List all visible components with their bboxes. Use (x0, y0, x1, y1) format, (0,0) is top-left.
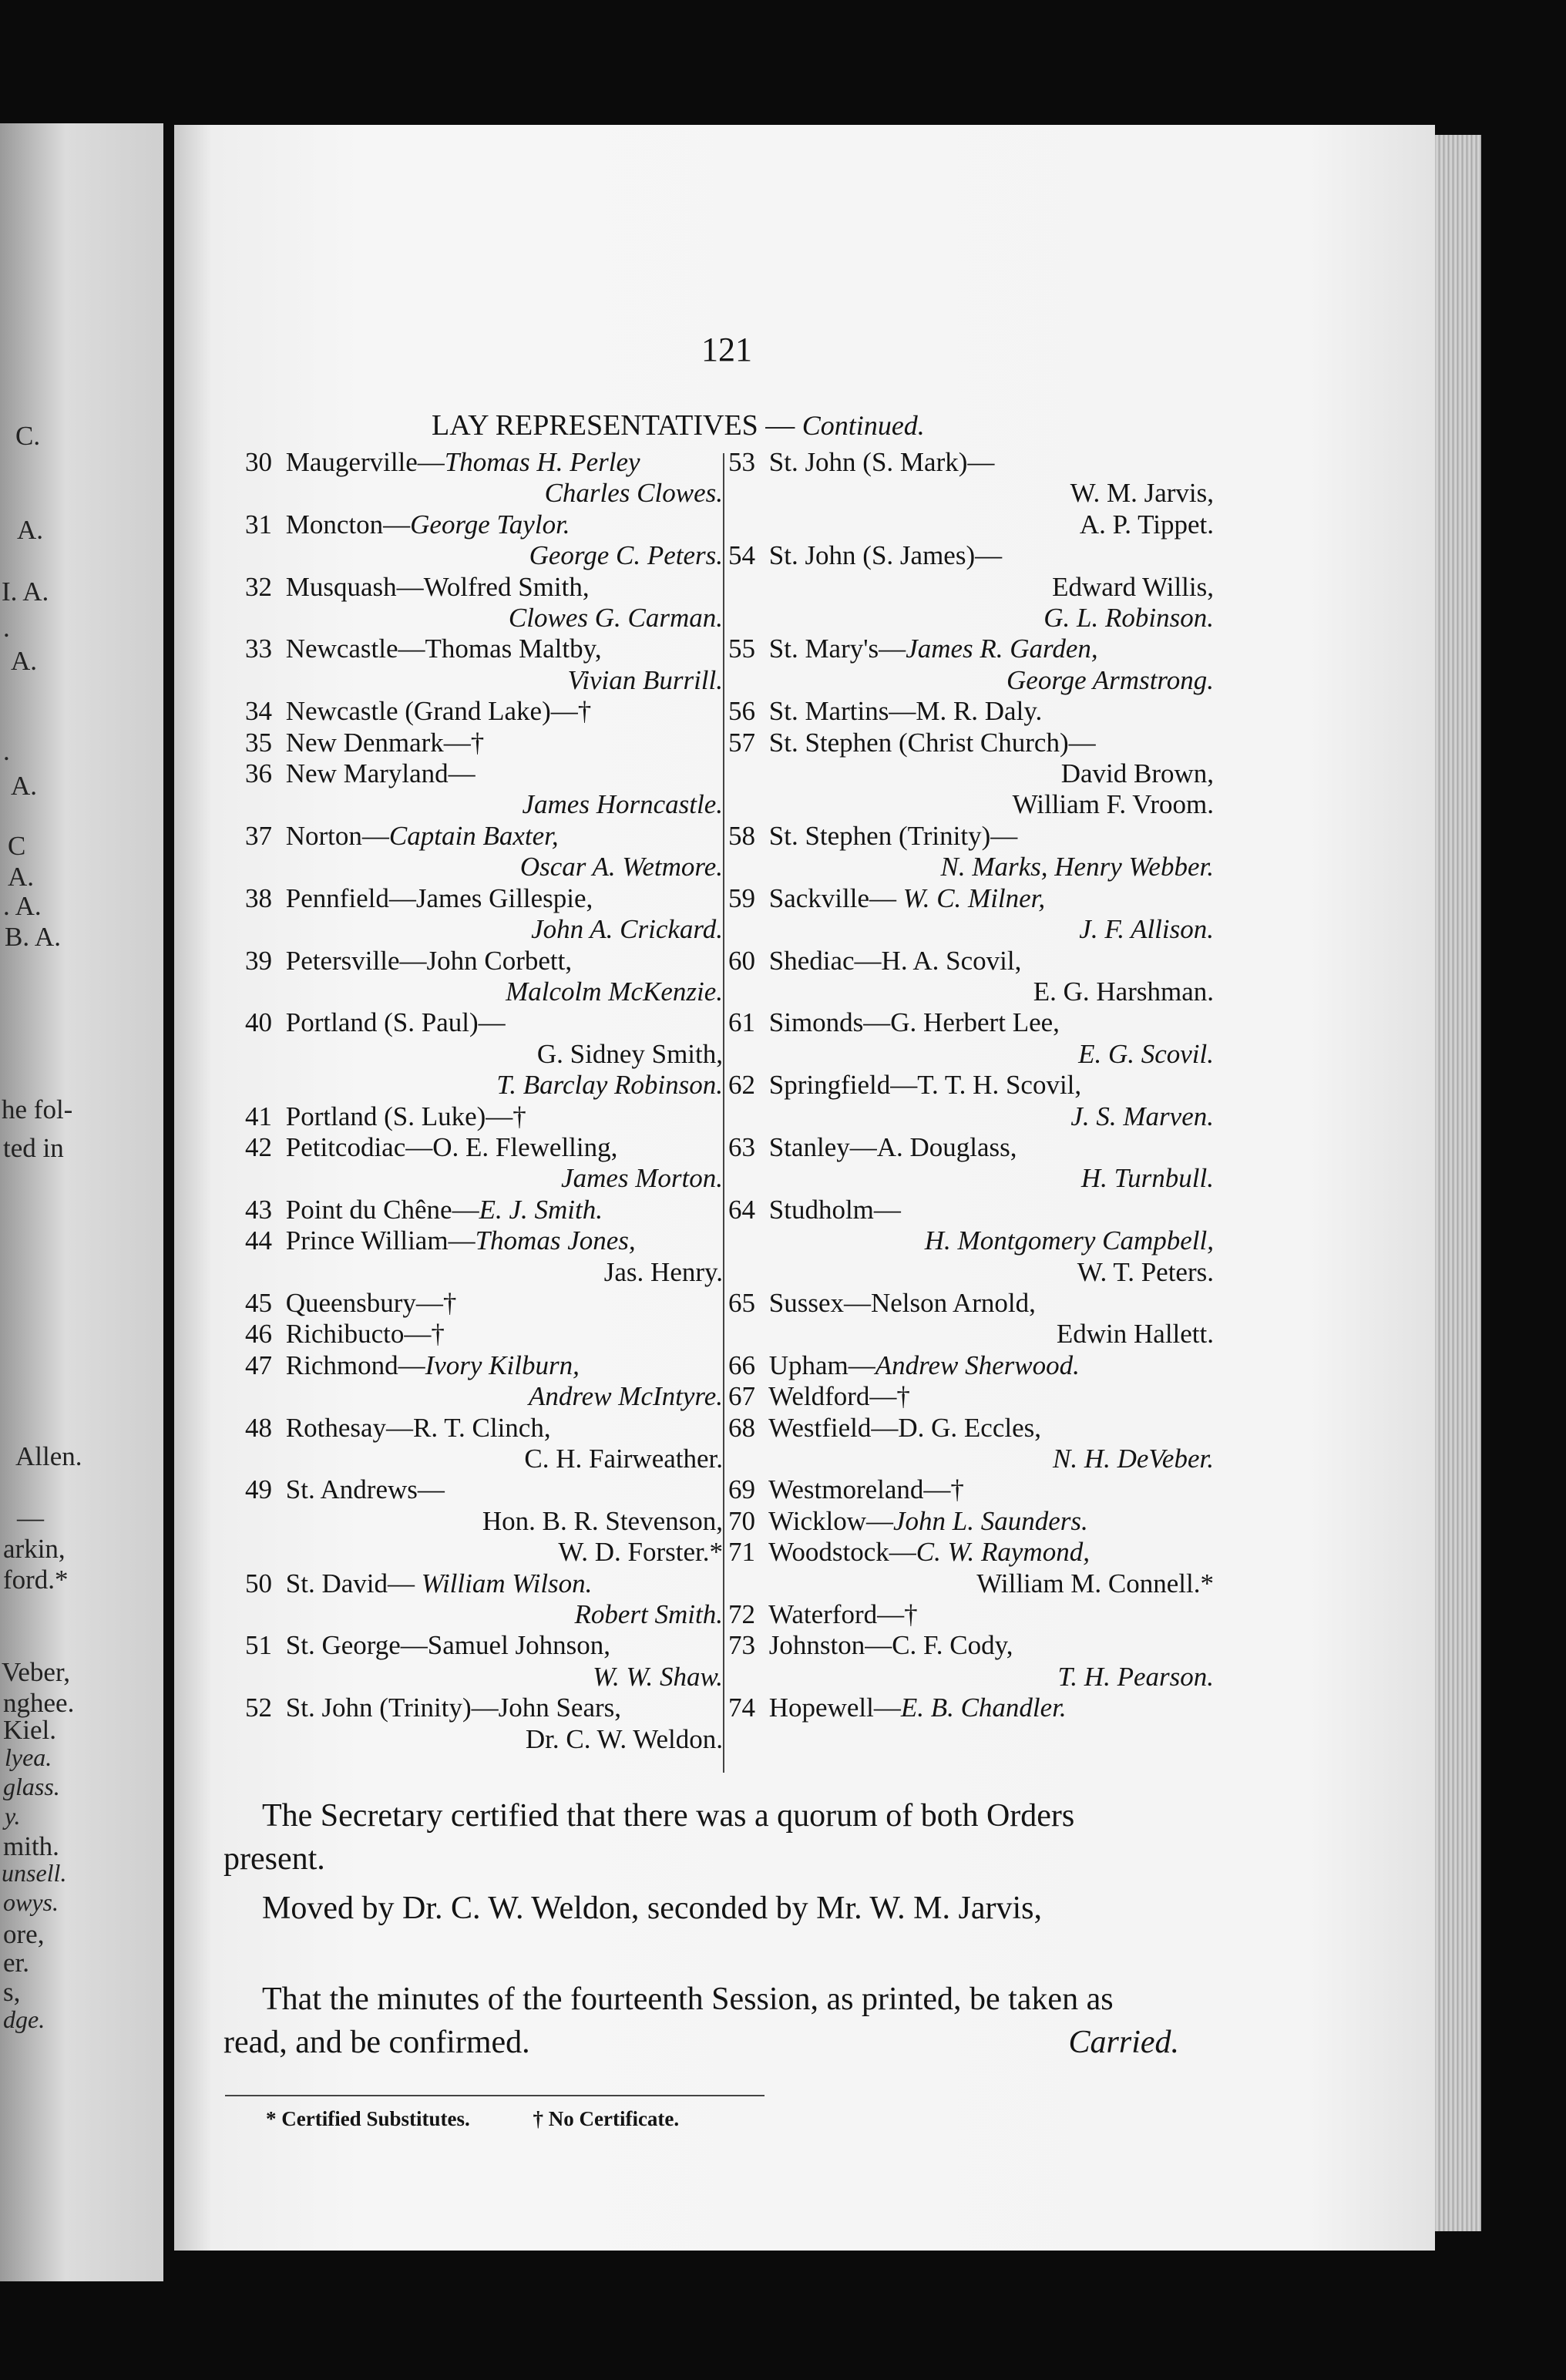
facing-page-fragment-text: arkin, (3, 1534, 66, 1564)
parish-entry (728, 1132, 1214, 1195)
facing-page-fragment-text: glass. (3, 1773, 60, 1800)
representative-name: William Wilson. (421, 1568, 593, 1598)
parish-name: Richibucto—† (279, 1319, 445, 1350)
facing-page-fragment-text: lyea. (5, 1743, 52, 1771)
parish-number: 54 (728, 540, 755, 571)
parish-number: 41 (245, 1101, 272, 1131)
parish-line (728, 1007, 1214, 1038)
representative-line: James Morton. (561, 1163, 723, 1194)
representative-line: E. G. Harshman. (1033, 976, 1214, 1007)
representative-line: Malcolm McKenzie. (506, 976, 723, 1007)
representative-line: W. D. Forster.* (558, 1537, 723, 1568)
representative-line: George Armstrong. (1006, 664, 1214, 695)
parish-name: Musquash—Wolfred Smith, (279, 571, 590, 602)
parish-number: 52 (245, 1693, 272, 1723)
parish-name: St. George—Samuel Johnson, (279, 1630, 611, 1661)
continued-label: Continued. (801, 410, 925, 441)
parish-number: 66 (728, 1350, 755, 1380)
parish-line (728, 447, 1214, 478)
parish-entry (245, 728, 723, 758)
parish-line (728, 1693, 1214, 1723)
parish-line (728, 946, 1214, 977)
parish-number: 64 (728, 1194, 755, 1225)
representative-line: G. Sidney Smith, (536, 1038, 723, 1069)
representative-line: George C. Peters. (529, 540, 723, 571)
parish-line (245, 946, 723, 977)
parish-entry (245, 696, 723, 727)
parish-name: Rothesay—R. T. Clinch, (279, 1412, 551, 1443)
parish-entry (245, 1568, 723, 1631)
parish-number: 43 (245, 1194, 272, 1225)
parish-number: 59 (728, 882, 755, 913)
parish-number: 39 (245, 945, 272, 976)
representative-name: E. J. Smith. (479, 1194, 603, 1225)
parish-name: Petitcodiac—O. E. Flewelling, (279, 1131, 618, 1162)
facing-page-fragment-text: A. (17, 515, 44, 545)
representative-line: W. T. Peters. (1077, 1256, 1214, 1287)
parish-number: 46 (245, 1319, 272, 1350)
facing-page-fragment-text: Veber, (2, 1657, 70, 1687)
parish-entry (728, 883, 1214, 946)
parish-name: Point du Chêne— (279, 1194, 479, 1225)
parish-entry (728, 447, 1214, 540)
parish-line (728, 634, 1214, 664)
facing-page-fragment-text: B. A. (5, 922, 61, 952)
facing-page-fragment-text: unsell. (2, 1859, 67, 1887)
parish-line (728, 1381, 1214, 1412)
parish-entry (728, 1195, 1214, 1288)
facing-page-fragment-text: dge. (3, 2005, 45, 2033)
parish-line (245, 509, 723, 540)
representative-name: James R. Garden, (906, 634, 1098, 664)
representative-line: Oscar A. Wetmore. (519, 852, 723, 882)
parish-line (728, 1474, 1214, 1505)
parish-number: 60 (728, 945, 755, 976)
parish-name: Upham— (762, 1350, 875, 1380)
representative-line: T. Barclay Robinson. (496, 1070, 723, 1101)
parish-name: Stanley—A. Douglass, (762, 1131, 1017, 1162)
representative-line: William F. Vroom. (1012, 789, 1214, 820)
parish-line (245, 1630, 723, 1661)
parish-line (728, 1413, 1214, 1444)
facing-page-fragment-text: . (3, 736, 10, 766)
parish-number: 47 (245, 1350, 272, 1380)
parish-number: 51 (245, 1630, 272, 1661)
parish-name: Waterford—† (762, 1599, 918, 1630)
parish-number: 53 (728, 447, 755, 477)
parish-name: St. Stephen (Christ Church)— (762, 727, 1096, 758)
parish-number: 68 (728, 1412, 755, 1443)
parish-number: 42 (245, 1131, 272, 1162)
page-number: 121 (701, 331, 752, 368)
parish-entry (245, 1195, 723, 1225)
parish-entry (728, 1007, 1214, 1070)
parish-line (245, 1225, 723, 1256)
representative-line: James Horncastle. (522, 789, 723, 820)
resolution-text: That the minutes of the fourteenth Session, as printed, be taken as read, and be confirmed. (223, 1982, 1114, 2060)
representative-line: E. G. Scovil. (1078, 1038, 1214, 1069)
resolution-paragraph (223, 1978, 1179, 2064)
parish-line (728, 540, 1214, 571)
parish-name: St. Mary's— (762, 634, 906, 664)
parish-name: St. David— (279, 1568, 422, 1598)
parish-entry (245, 1319, 723, 1350)
representative-line: David Brown, (1060, 758, 1214, 789)
parish-line (728, 1506, 1214, 1537)
parish-number: 48 (245, 1412, 272, 1443)
parish-number: 74 (728, 1693, 755, 1723)
parish-line (728, 821, 1214, 852)
parish-name: St. Martins—M. R. Daly. (762, 696, 1043, 727)
parish-number: 62 (728, 1070, 755, 1101)
parish-entry (245, 634, 723, 696)
parish-name: New Maryland— (279, 758, 476, 789)
right-column (728, 447, 1214, 1724)
parish-number: 61 (728, 1007, 755, 1038)
parish-entry (728, 1537, 1214, 1599)
parish-line (728, 728, 1214, 758)
parish-name: Queensbury—† (279, 1287, 457, 1318)
parish-number: 70 (728, 1505, 755, 1536)
facing-page-fragment-text: C (8, 831, 26, 861)
parish-line (245, 447, 723, 478)
parish-number: 69 (728, 1474, 755, 1505)
facing-page-fragment-text: y. (5, 1802, 21, 1830)
parish-line (245, 821, 723, 852)
footnote-rule (225, 2095, 765, 2096)
parish-line (728, 696, 1214, 727)
parish-number: 31 (245, 509, 272, 540)
parish-name: Richmond— (279, 1350, 425, 1380)
representative-line: N. H. DeVeber. (1053, 1444, 1214, 1474)
representative-line: Edward Willis, (1052, 571, 1214, 602)
parish-number: 71 (728, 1537, 755, 1568)
parish-entry (728, 1599, 1214, 1630)
page-edges (1435, 135, 1481, 2231)
parish-number: 73 (728, 1630, 755, 1661)
parish-number: 45 (245, 1287, 272, 1318)
parish-name: Hopewell— (762, 1693, 901, 1723)
section-title: LAY REPRESENTATIVES — (432, 409, 795, 442)
representative-line: G. L. Robinson. (1043, 603, 1214, 634)
representative-line: W. W. Shaw. (593, 1661, 723, 1692)
parish-line (245, 728, 723, 758)
parish-name: Johnston—C. F. Cody, (762, 1630, 1013, 1661)
parish-line (728, 1070, 1214, 1101)
parish-name: Sackville— (762, 882, 903, 913)
parish-entry (245, 1288, 723, 1319)
representative-line: Edwin Hallett. (1056, 1319, 1214, 1350)
parish-name: Studholm— (762, 1194, 901, 1225)
parish-line (728, 1630, 1214, 1661)
facing-page-fragment-text: . (3, 613, 10, 643)
parish-entry (728, 946, 1214, 1008)
parish-line (245, 883, 723, 914)
parish-entry (728, 1413, 1214, 1475)
facing-page-fragment-text: he fol- (2, 1094, 73, 1124)
footnote-certified: * Certified Substitutes. (266, 2107, 470, 2130)
parish-entry (245, 946, 723, 1008)
representative-line: Robert Smith. (574, 1599, 723, 1630)
facing-page-fragment-text: C. (15, 421, 41, 451)
parish-entry (728, 540, 1214, 634)
parish-line (728, 1599, 1214, 1630)
representative-name: Thomas Jones, (475, 1225, 636, 1256)
parish-name: St. John (S. Mark)— (762, 447, 995, 477)
parish-line (728, 883, 1214, 914)
parish-name: Westmoreland—† (762, 1474, 964, 1505)
parish-entry (728, 696, 1214, 727)
parish-entry (728, 634, 1214, 696)
representative-name: W. C. Milner, (902, 882, 1046, 913)
parish-line (245, 1350, 723, 1381)
parish-line (245, 1288, 723, 1319)
facing-page-fragment-text: ore, (3, 1919, 45, 1949)
facing-page-fragment-text: A. (8, 862, 35, 892)
facing-page-fragment-text: Kiel. (3, 1715, 57, 1745)
representative-line: N. Marks, Henry Webber. (940, 852, 1214, 882)
parish-line (245, 572, 723, 603)
parish-line (245, 1195, 723, 1225)
parish-number: 72 (728, 1599, 755, 1630)
parish-entry (245, 1413, 723, 1475)
parish-entry (245, 883, 723, 946)
parish-entry (245, 572, 723, 634)
representative-line: A. P. Tippet. (1079, 509, 1214, 540)
parish-entry (728, 1693, 1214, 1723)
parish-entry (245, 1007, 723, 1101)
facing-page-fragment-text: Allen. (15, 1441, 82, 1471)
facing-page-fragment-text: mith. (3, 1831, 59, 1861)
footnotes (266, 2107, 679, 2131)
representative-name: E. B. Chandler. (900, 1693, 1067, 1723)
parish-entry (728, 1350, 1214, 1381)
footnote-no-certificate: † No Certificate. (533, 2107, 680, 2130)
section-header (432, 408, 925, 442)
parish-entry (245, 1630, 723, 1693)
parish-number: 38 (245, 882, 272, 913)
representative-name: Ivory Kilburn, (425, 1350, 580, 1380)
parish-entry (245, 1132, 723, 1195)
parish-line (245, 1132, 723, 1163)
parish-line (245, 1474, 723, 1505)
representative-line: Hon. B. R. Stevenson, (482, 1505, 723, 1536)
parish-line (245, 1568, 723, 1599)
parish-name: Westfield—D. G. Eccles, (762, 1412, 1041, 1443)
parish-number: 58 (728, 820, 755, 851)
parish-name: St. Andrews— (279, 1474, 445, 1505)
quorum-paragraph: The Secretary certified that there was a quorum of both Orders present. (223, 1798, 1075, 1877)
parish-entry (245, 1101, 723, 1132)
parish-number: 65 (728, 1287, 755, 1318)
parish-name: Moncton— (279, 509, 411, 540)
parish-line (245, 1007, 723, 1038)
parish-line (245, 1413, 723, 1444)
parish-number: 44 (245, 1225, 272, 1256)
parish-name: St. Stephen (Trinity)— (762, 820, 1018, 851)
representative-line: Jas. Henry. (603, 1256, 723, 1287)
parish-entry (728, 728, 1214, 821)
parish-number: 50 (245, 1568, 272, 1598)
parish-name: St. John (Trinity)—John Sears, (279, 1693, 622, 1723)
parish-entry (245, 1693, 723, 1755)
parish-entry (728, 1630, 1214, 1693)
parish-name: Prince William— (279, 1225, 476, 1256)
representative-line: J. S. Marven. (1070, 1101, 1214, 1131)
parish-entry (728, 1288, 1214, 1350)
parish-name: Sussex—Nelson Arnold, (762, 1287, 1036, 1318)
carried-label: Carried. (1068, 2025, 1179, 2060)
parish-name: Portland (S. Paul)— (279, 1007, 506, 1038)
parish-entry (245, 447, 723, 509)
parish-number: 49 (245, 1474, 272, 1505)
representative-line: John A. Crickard. (531, 914, 723, 945)
facing-page-fragment-text: A. (11, 771, 38, 801)
parish-line (245, 1319, 723, 1350)
facing-page-fragment-text: ted in (3, 1133, 64, 1163)
parish-entry (245, 1225, 723, 1288)
parish-entry (728, 1381, 1214, 1412)
facing-page-fragment-text: owys. (3, 1888, 59, 1916)
facing-page-fragment-text: ford.* (3, 1565, 69, 1595)
column-divider (723, 453, 724, 1773)
parish-number: 34 (245, 696, 272, 727)
parish-name: New Denmark—† (279, 727, 485, 758)
parish-entry (728, 1474, 1214, 1505)
representative-name: George Taylor. (410, 509, 570, 540)
representative-line: T. H. Pearson. (1057, 1661, 1214, 1692)
parish-name: Simonds—G. Herbert Lee, (762, 1007, 1060, 1038)
representative-name: Andrew Sherwood. (875, 1350, 1080, 1380)
facing-page-fragment-text: nghee. (3, 1688, 75, 1718)
parish-line (245, 1693, 723, 1723)
representative-name: C. W. Raymond, (916, 1537, 1090, 1568)
parish-line (728, 1132, 1214, 1163)
facing-page-fragment-text: er. (3, 1948, 30, 1978)
parish-entry (728, 821, 1214, 883)
representative-name: John L. Saunders. (893, 1505, 1088, 1536)
representative-line: W. M. Jarvis, (1070, 478, 1214, 509)
parish-name: Pennfield—James Gillespie, (279, 882, 593, 913)
representative-name: Thomas H. Perley (444, 447, 640, 477)
representative-line: Vivian Burrill. (567, 664, 723, 695)
representative-line: William M. Connell.* (976, 1568, 1214, 1598)
parish-entry (245, 1474, 723, 1568)
parish-line (245, 758, 723, 789)
parish-line (728, 1350, 1214, 1381)
facing-page-fragment-text: A. (11, 646, 38, 676)
representative-line: J. F. Allison. (1079, 914, 1214, 945)
parish-line (245, 696, 723, 727)
representative-line: H. Montgomery Campbell, (924, 1225, 1214, 1256)
parish-number: 33 (245, 634, 272, 664)
parish-name: Newcastle (Grand Lake)—† (279, 696, 592, 727)
parish-line (245, 634, 723, 664)
parish-entry (728, 1506, 1214, 1537)
parish-number: 57 (728, 727, 755, 758)
parish-entry (728, 1070, 1214, 1132)
representative-line: Dr. C. W. Weldon. (525, 1723, 723, 1754)
facing-page-fragment (0, 123, 163, 2281)
parish-line (728, 1537, 1214, 1568)
representative-line: C. H. Fairweather. (524, 1444, 723, 1474)
facing-page-fragment-text: — (17, 1503, 44, 1533)
parish-number: 30 (245, 447, 272, 477)
parish-line (245, 1101, 723, 1132)
parish-line (728, 1195, 1214, 1225)
parish-number: 37 (245, 820, 272, 851)
facing-page-fragment-text: I. A. (2, 577, 49, 607)
parish-name: Newcastle—Thomas Maltby, (279, 634, 602, 664)
facing-page-fragment-text: . A. (3, 891, 42, 921)
parish-name: St. John (S. James)— (762, 540, 1003, 571)
parish-name: Portland (S. Luke)—† (279, 1101, 526, 1131)
parish-name: Maugerville— (279, 447, 445, 477)
parish-name: Weldford—† (762, 1381, 910, 1412)
parish-number: 67 (728, 1381, 755, 1412)
parish-number: 36 (245, 758, 272, 789)
parish-name: Shediac—H. A. Scovil, (762, 945, 1022, 976)
left-column (245, 447, 723, 1755)
parish-entry (245, 821, 723, 883)
motion-paragraph: Moved by Dr. C. W. Weldon, seconded by Mr. W. M. Jarvis, (262, 1891, 1042, 1926)
parish-name: Norton— (279, 820, 389, 851)
parish-name: Springfield—T. T. H. Scovil, (762, 1070, 1082, 1101)
parish-number: 56 (728, 696, 755, 727)
parish-number: 35 (245, 727, 272, 758)
parish-line (728, 1288, 1214, 1319)
representative-line: H. Turnbull. (1080, 1163, 1214, 1194)
parish-name: Woodstock— (762, 1537, 916, 1568)
representative-line: Clowes G. Carman. (508, 603, 723, 634)
facing-page-fragment-text: s, (3, 1977, 21, 2007)
parish-number: 32 (245, 571, 272, 602)
parish-entry (245, 758, 723, 821)
parish-entry (245, 1350, 723, 1413)
parish-number: 63 (728, 1131, 755, 1162)
representative-line: Andrew McIntyre. (528, 1381, 723, 1412)
parish-name: Wicklow— (762, 1505, 894, 1536)
parish-entry (245, 509, 723, 572)
parish-name: Petersville—John Corbett, (279, 945, 573, 976)
representative-line: Charles Clowes. (544, 478, 723, 509)
parish-number: 55 (728, 634, 755, 664)
parish-number: 40 (245, 1007, 272, 1038)
representative-name: Captain Baxter, (388, 820, 559, 851)
